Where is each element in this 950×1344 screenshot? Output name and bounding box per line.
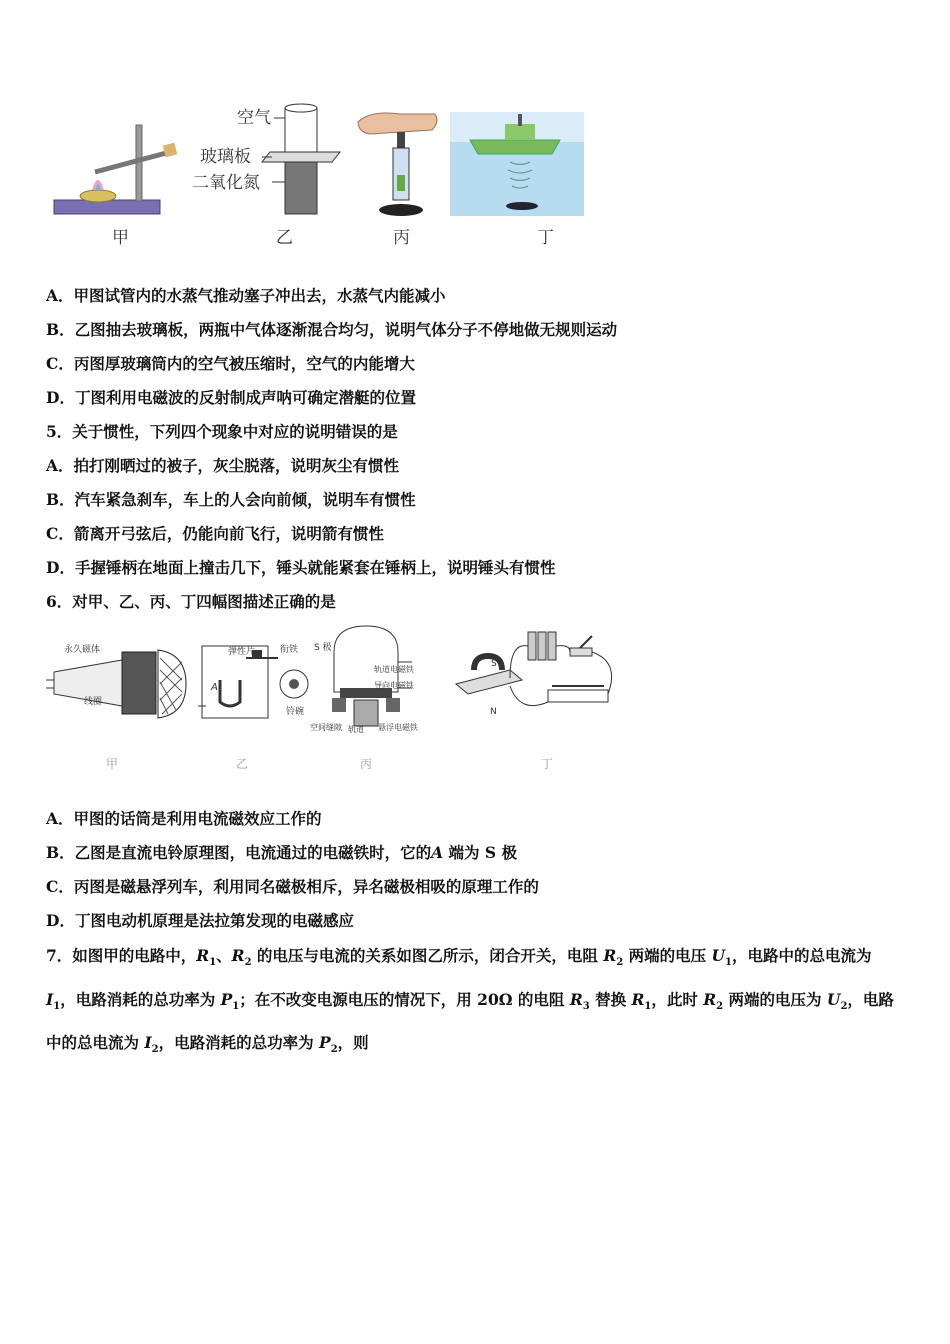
q5-option-b: B．汽车紧急刹车，车上的人会向前倾，说明车有惯性 [46, 490, 416, 509]
fig1-bing-apparatus [358, 113, 437, 216]
label-track: 轨道 [348, 725, 364, 734]
label-a-end: A [211, 682, 218, 693]
label-s-pole: S [491, 659, 497, 669]
q5-option-d: D．手握锤柄在地面上撞击几下，锤头就能紧套在锤柄上，说明锤头有惯性 [46, 558, 556, 577]
q7-line-2: $I_1$，电路消耗的总功率为 $P_1$；在不改变电源电压的情况下，用 20Ω 的电阻 $R_3$ 替换 $R_1$，此时 $R_2$ 两端的电压为 $U_2$，电路 [46, 989, 894, 1012]
caption-yi: 乙 [236, 757, 249, 771]
q4-option-a: A．甲图试管内的水蒸气推动塞子冲出去，水蒸气内能减小 [46, 286, 446, 305]
label-track-magnet: 轨道电磁铁 [374, 665, 414, 674]
fig2-bing-maglev [332, 626, 412, 726]
fig1-yi-apparatus [262, 104, 340, 214]
q6-option-b [46, 843, 517, 863]
label-bell: 铃碗 [286, 707, 305, 717]
label-lift-magnet: 悬浮电磁铁 [378, 723, 418, 732]
caption-ding: 丁 [537, 228, 554, 248]
caption-jia: 甲 [112, 228, 129, 248]
q4-option-b: B．乙图抽去玻璃板，两瓶中气体逐渐混合均匀，说明气体分子不停地做无规则运动 [46, 320, 618, 339]
q6-option-d: D．丁图电动机原理是法拉第发现的电磁感应 [46, 911, 354, 930]
label-no2: 二氧化氮 [192, 173, 260, 193]
caption-bing: 丙 [360, 757, 373, 771]
caption-ding: 丁 [541, 757, 554, 771]
figure-thermal-experiments [40, 100, 600, 260]
fig2-ding-motor [456, 632, 612, 706]
caption-bing: 丙 [393, 228, 410, 248]
caption-jia: 甲 [106, 757, 119, 771]
q7-paragraph [46, 938, 908, 1069]
q7-line-3: 中的总电流为 $I_2$，电路消耗的总功率为 $P_2$，则 [46, 1033, 369, 1056]
caption-yi: 乙 [276, 228, 293, 248]
label-guide-magnet: 导向电磁铁 [374, 681, 414, 690]
label-spring: 弹性片 [228, 647, 256, 657]
label-magnet: 永久磁体 [64, 645, 101, 655]
q6-option-c: C．丙图是磁悬浮列车，利用同名磁极相斥，异名磁极相吸的原理工作的 [46, 877, 539, 896]
q4-option-c: C．丙图厚玻璃筒内的空气被压缩时，空气的内能增大 [46, 354, 415, 373]
figure-electromagnetism [40, 622, 640, 782]
label-coil: 线圈 [84, 697, 103, 707]
label-glass: 玻璃板 [200, 147, 251, 167]
q7-line-1: 7．如图甲的电路中，$R_1$、$R_2$ 的电压与电流的关系如图乙所示，闭合开关，电阻 $R_2$ 两端的电压 $U_1$，电路中的总电流为 [46, 946, 872, 969]
q6-option-a: A．甲图的话筒是利用电流磁效应工作的 [46, 809, 322, 828]
q6-option-b-text: B．乙图是直流电铃原理图，电流通过的电磁铁时，它的 [46, 843, 432, 862]
q4-option-d: D．丁图利用电磁波的反射制成声呐可确定潜艇的位置 [46, 388, 416, 407]
q6-stem: 6．对甲、乙、丙、丁四幅图描述正确的是 [46, 592, 336, 611]
q6-option-b-var: A [431, 843, 444, 862]
q6-option-b-tail: 端为 S 极 [443, 843, 518, 862]
q5-option-c: C．箭离开弓弦后，仍能向前飞行，说明箭有惯性 [46, 524, 384, 543]
label-n-pole: N [490, 707, 497, 717]
fig1-ding-apparatus [450, 112, 584, 216]
q5-option-a: A．拍打刚晒过的被子，灰尘脱落，说明灰尘有惯性 [46, 456, 400, 475]
label-gap: 空间缝隙 [310, 723, 342, 732]
fig2-jia-microphone [46, 650, 186, 718]
label-iron: 衔铁 [280, 645, 299, 655]
label-s-pole-maglev: S 极 [314, 643, 332, 653]
q5-stem: 5．关于惯性，下列四个现象中对应的说明错误的是 [46, 422, 398, 441]
label-air: 空气 [237, 108, 271, 128]
fig1-jia-apparatus [54, 125, 177, 214]
